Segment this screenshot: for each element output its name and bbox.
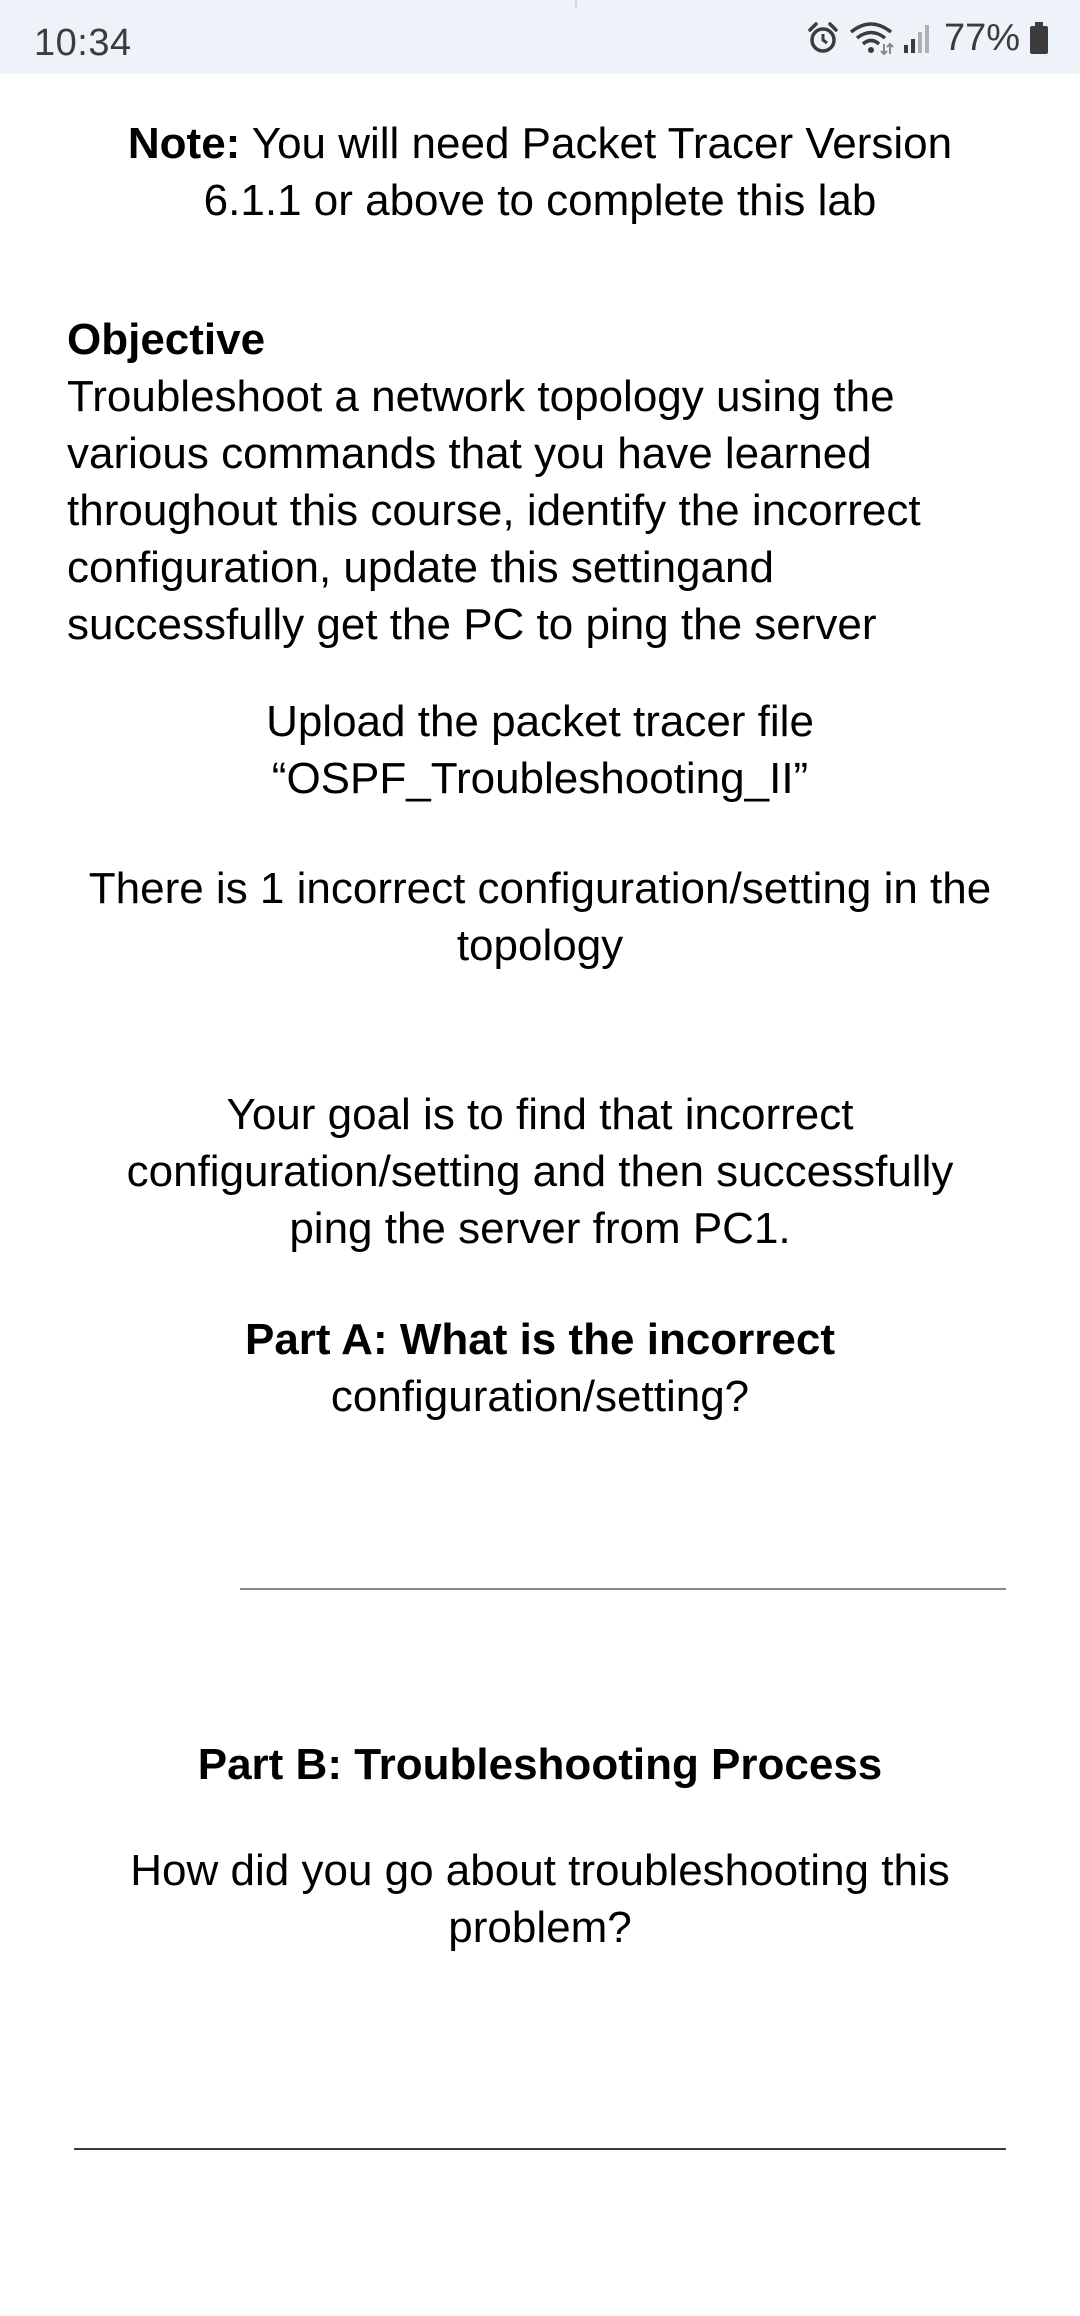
objective-heading: Objective bbox=[67, 315, 266, 364]
note-text-line1: You will need Packet Tracer Version bbox=[240, 119, 953, 168]
incorrect-count-paragraph bbox=[0, 860, 1080, 974]
objective-line: various commands that you have learned bbox=[67, 429, 872, 478]
alarm-icon bbox=[806, 21, 840, 55]
part-b-heading: Part B: Troubleshooting Process bbox=[197, 1740, 883, 1789]
incorrect-line: topology bbox=[456, 921, 624, 970]
goal-paragraph bbox=[0, 1086, 1080, 1257]
objective-line: Troubleshoot a network topology using the bbox=[67, 372, 895, 421]
note-text-line2: 6.1.1 or above to complete this lab bbox=[203, 176, 877, 225]
wifi-icon bbox=[848, 20, 894, 56]
part-a-answer-line[interactable] bbox=[240, 1588, 1006, 1590]
upload-filename: “OSPF_Troubleshooting_II” bbox=[271, 754, 809, 803]
objective-line: successfully get the PC to ping the server bbox=[67, 600, 877, 649]
status-time: 10:34 bbox=[34, 22, 132, 64]
part-a-heading-rest: configuration/setting? bbox=[330, 1372, 750, 1421]
camera-notch bbox=[575, 0, 577, 8]
battery-icon bbox=[1028, 20, 1050, 56]
signal-icon bbox=[902, 21, 932, 55]
note-paragraph bbox=[0, 115, 1080, 229]
document-page bbox=[0, 74, 1080, 2316]
upload-line: Upload the packet tracer file bbox=[266, 697, 814, 746]
upload-instruction bbox=[0, 693, 1080, 807]
goal-line: Your goal is to find that incorrect bbox=[226, 1090, 854, 1139]
part-b-question bbox=[0, 1842, 1080, 1956]
objective-line: configuration, update this settingand bbox=[67, 543, 774, 592]
part-b-question-line: How did you go about troubleshooting this bbox=[130, 1846, 950, 1895]
part-a-heading: Part A: What is the incorrect bbox=[244, 1315, 836, 1364]
objective-line: throughout this course, identify the incorrect bbox=[67, 486, 921, 535]
note-label: Note: bbox=[127, 119, 241, 168]
goal-line: ping the server from PC1. bbox=[289, 1204, 791, 1253]
status-icons bbox=[806, 18, 1050, 58]
objective-section bbox=[67, 312, 1047, 653]
goal-line: configuration/setting and then successfully bbox=[126, 1147, 954, 1196]
status-bar bbox=[0, 0, 1080, 74]
part-b-answer-line[interactable] bbox=[74, 2148, 1006, 2150]
battery-percent: 77% bbox=[943, 16, 1020, 59]
part-a-question bbox=[0, 1311, 1080, 1425]
part-b-question-line: problem? bbox=[448, 1903, 632, 1952]
incorrect-line: There is 1 incorrect configuration/setting in the bbox=[88, 864, 992, 913]
